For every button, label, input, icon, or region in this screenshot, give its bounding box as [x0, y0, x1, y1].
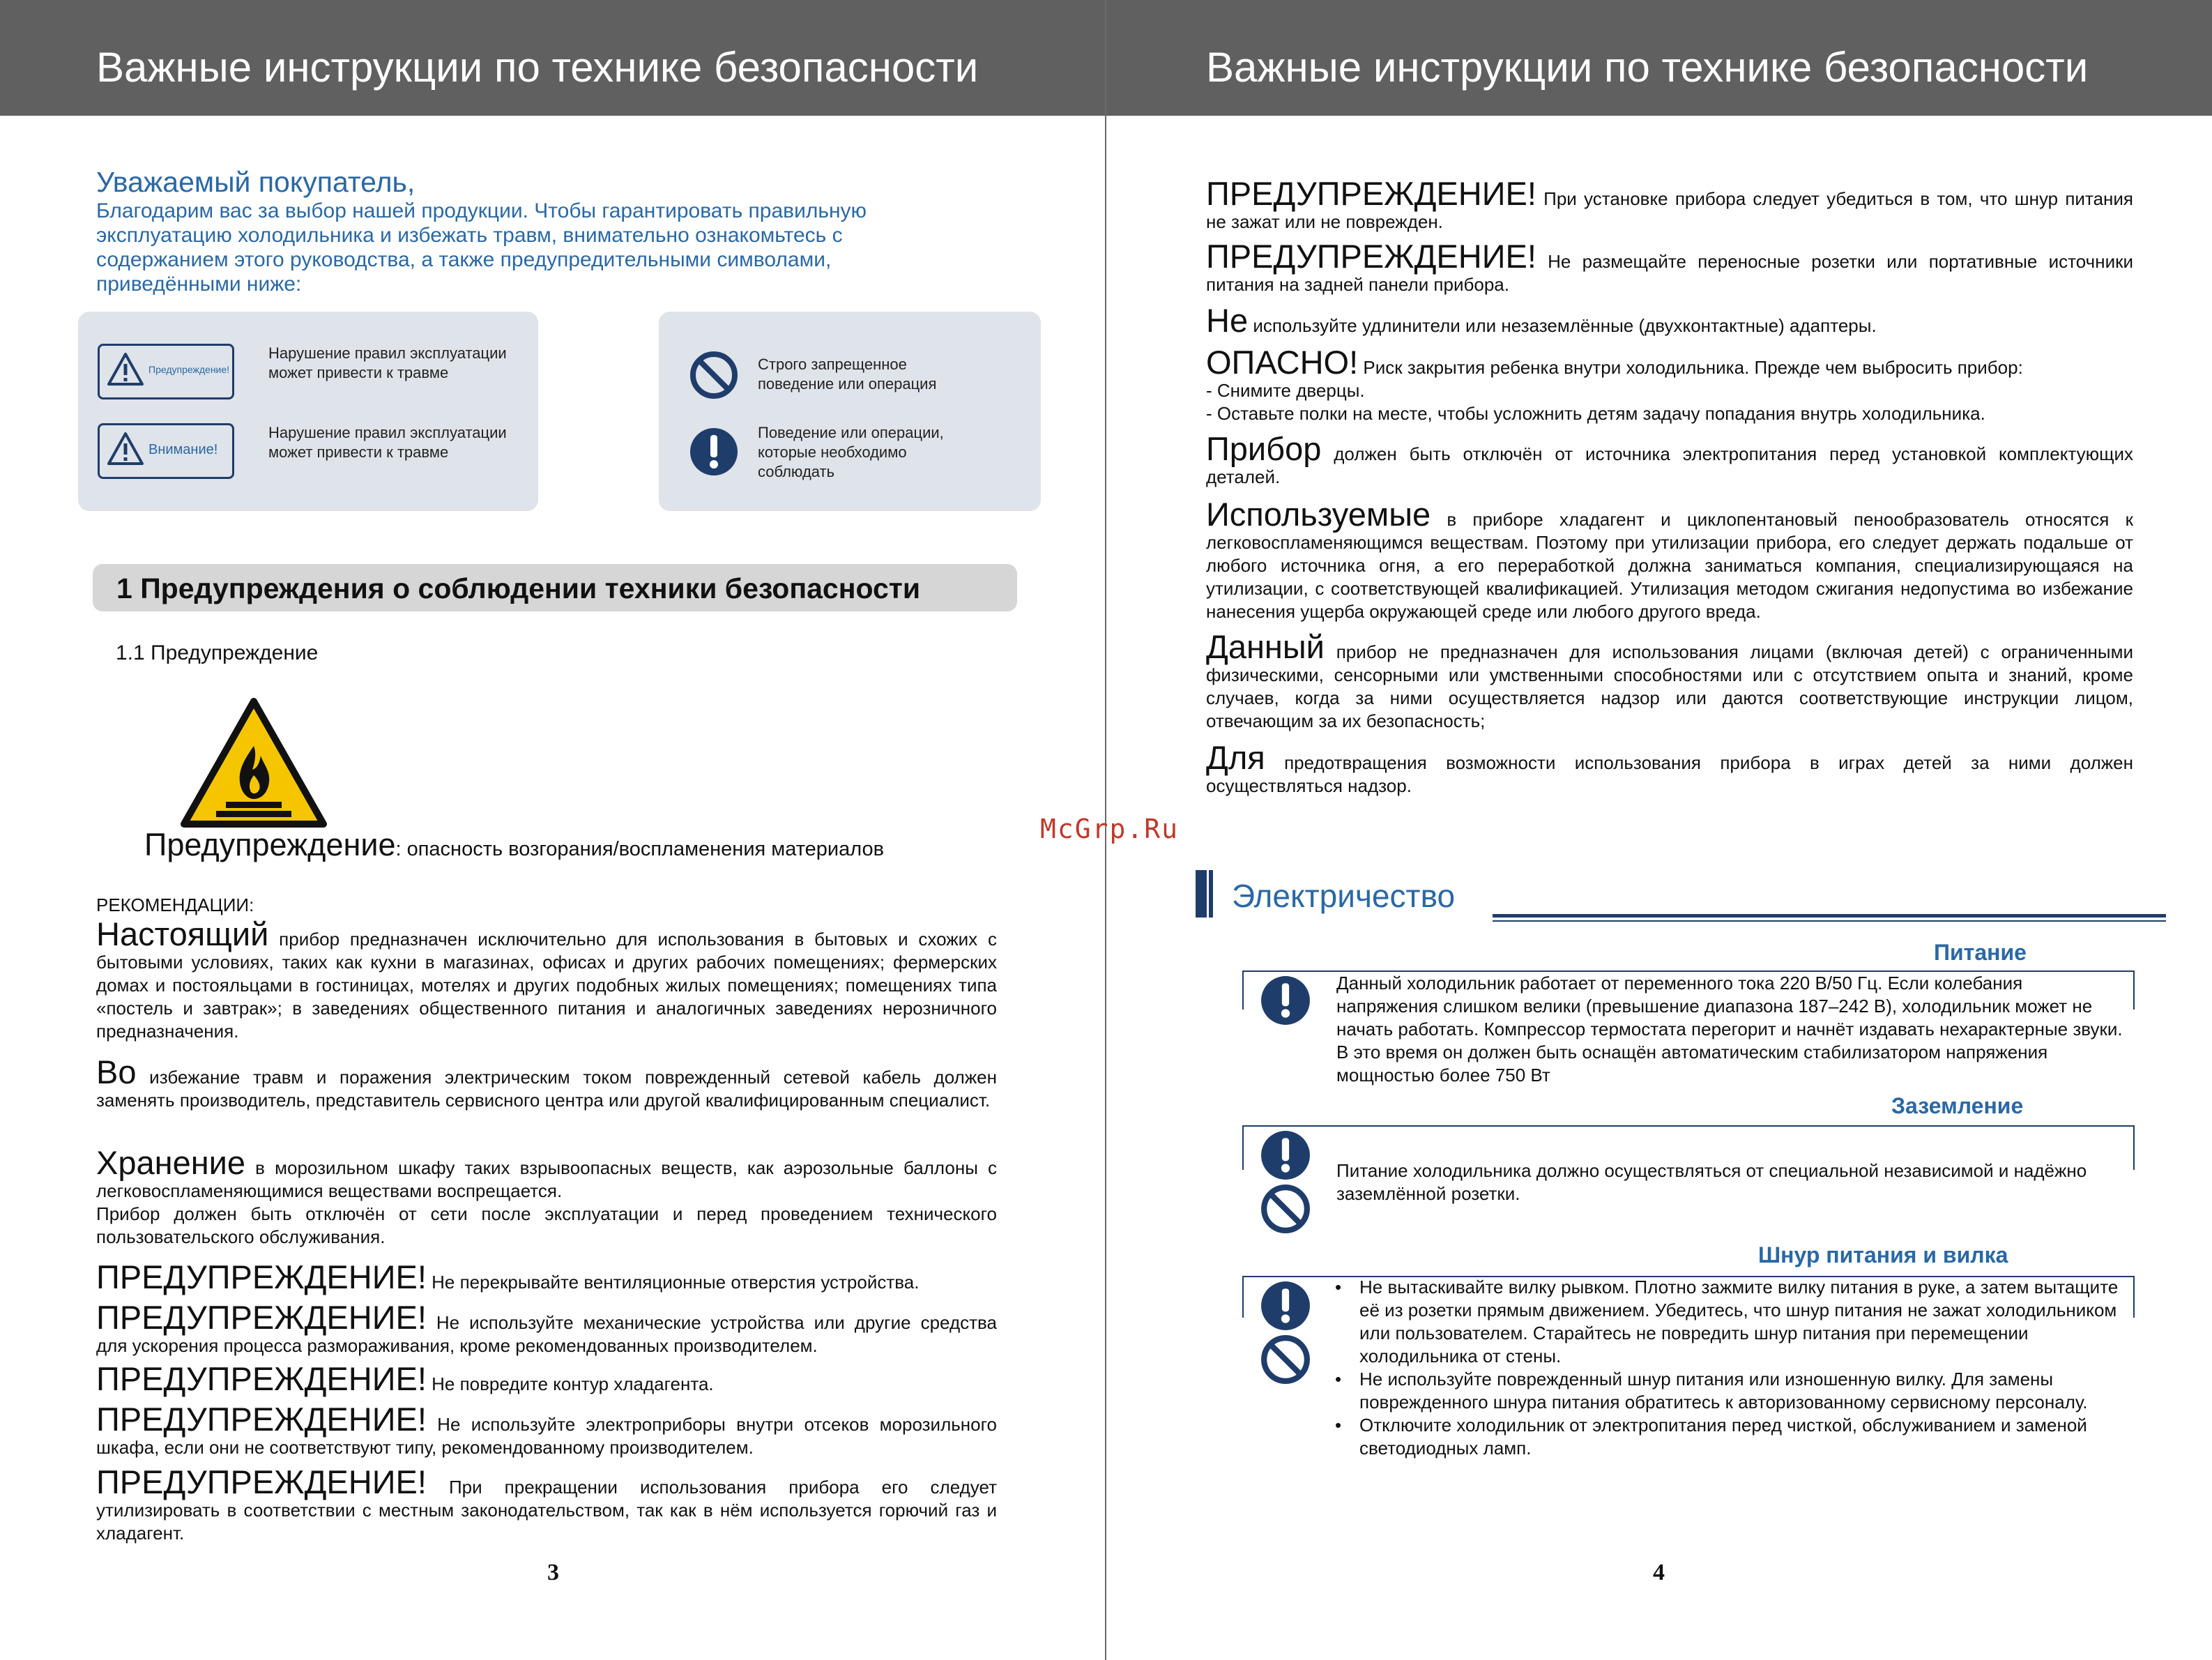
electricity-rule-thin	[1493, 920, 2166, 922]
paragraph-text: в приборе хладагент и циклопентановый пенообразователь относятся к легковоспламеняющимся веществам. Поэтому при утилизации прибора, его следует держать подальше от любого источника огня, а его переработкой должна заниматься компания, специализирующаяся на утилизации, с соответствующей квалификацией. Утилизация методом сжигания недопустима во избежание нанесения ущерба окружающей среде или любого другого вреда.	[1206, 509, 2133, 622]
recommendation-paragraph	[96, 1053, 997, 1112]
mandatory-icon	[1260, 1280, 1311, 1332]
prohibited-icon	[1260, 1334, 1311, 1385]
caution-description: Нарушение правил эксплуатации может привести к травме	[268, 424, 507, 461]
cord-title: Шнур питания и вилка	[1758, 1242, 2008, 1267]
page-number-left: 3	[547, 1560, 559, 1585]
caution-badge	[98, 423, 234, 479]
paragraph-extra: Прибор должен быть отключён от сети после эксплуатации и перед проведением технического пользовательского обслуживания.	[96, 1203, 997, 1247]
right-header-title: Важные инструкции по технике безопасности	[1206, 44, 2089, 91]
recommendation-paragraph	[96, 1360, 997, 1397]
recommendation-paragraph	[96, 915, 997, 1043]
paragraph-lead: Прибор	[1206, 430, 1322, 467]
recommendation-paragraph	[96, 1463, 997, 1545]
paragraph-text: используйте удлинители или незаземлённые (двухконтактные) адаптеры.	[1248, 315, 1877, 336]
fire-caption-text: : опасность возгорания/воспламенения материалов	[395, 838, 885, 860]
subsection-title: 1.1 Предупреждение	[116, 641, 319, 664]
paragraph-text: Не перекрывайте вентиляционные отверстия устройства.	[426, 1272, 920, 1293]
grounding-text: Питание холодильника должно осуществляться от специальной независимой и надёжно заземлённой розетки.	[1336, 1160, 2087, 1204]
recommendation-paragraph	[96, 1258, 997, 1295]
paragraph-text: Риск закрытия ребенка внутри холодильника. Прежде чем выбросить прибор:	[1358, 357, 2023, 378]
safety-paragraph	[1206, 628, 2133, 733]
paragraph-lead: Не	[1206, 302, 1249, 339]
paragraph-text: прибор предназначен исключительно для использования в бытовых и схожих с бытовыми условиях, таких как кухни в магазинах, офисах и других рабочих помещениях; фермерских домах и постояльцами в гостиницах, мотелях и других подобных жилых помещениях; помещениях типа «постель и завтрак»; в заведениях общественного питания и аналогичных заведениях нерозничного предназначения.	[96, 929, 997, 1042]
paragraph-text: Не используйте механические устройства или другие средства для ускорения процесса размораживания, кроме рекомендованных производителем.	[96, 1312, 997, 1356]
electricity-marker-thin	[1209, 870, 1213, 917]
paragraph-line: - Оставьте полки на месте, чтобы усложнить детям задачу попадания внутрь холодильника.	[1206, 403, 1985, 424]
paragraph-lead: ОПАСНО!	[1206, 344, 1359, 381]
paragraph-lead: ПРЕДУПРЕЖДЕНИЕ!	[1206, 238, 1536, 275]
paragraph-line: - Снимите дверцы.	[1206, 380, 1365, 401]
electricity-marker	[1196, 870, 1207, 917]
paragraph-text: должен быть отключён от источника электропитания перед установкой комплектующих деталей.	[1206, 443, 2133, 487]
paragraph-lead: Во	[96, 1053, 137, 1090]
paragraph-text: Не повредите контур хладагента.	[426, 1373, 714, 1394]
legend-box-warnings	[78, 312, 538, 511]
watermark: McGrp.Ru	[1040, 814, 1180, 844]
paragraph-lead: ПРЕДУПРЕЖДЕНИЕ!	[96, 1401, 427, 1438]
power-title: Питание	[1934, 940, 2027, 965]
warning-badge	[98, 344, 234, 399]
paragraph-lead: Для	[1206, 739, 1265, 776]
paragraph-lead: ПРЕДУПРЕЖДЕНИЕ!	[96, 1258, 427, 1295]
paragraph-text: предотвращения возможности использования прибора в играх детей за ними должен осуществляться надзор.	[1206, 752, 2133, 796]
flammable-warning-icon	[180, 697, 328, 828]
section-title-bar	[93, 564, 1017, 611]
safety-paragraph	[1206, 238, 2133, 296]
paragraph-lead: ПРЕДУПРЕЖДЕНИЕ!	[1206, 175, 1536, 212]
paragraph-text: избежание травм и поражения электрическим током поврежденный сетевой кабель должен заменять производитель, представитель сервисного центра или другой квалифицированным специалист.	[96, 1067, 997, 1111]
prohibited-icon	[1260, 1183, 1311, 1235]
legend-box-symbols	[659, 312, 1041, 511]
safety-paragraph	[1206, 496, 2133, 623]
paragraph-text: прибор не предназначен для использования лицами (включая детей) с ограниченными физическими, сенсорными или умственными способностями или с отсутствием опыта и знаний, кроме случаев, когда за ними осуществляется надзор или даются соответствующие инструкции лицом, отвечающим за их безопасность;	[1206, 641, 2133, 731]
safety-paragraph	[1206, 430, 2133, 489]
safety-paragraph	[1206, 175, 2133, 234]
paragraph-text: При установке прибора следует убедиться в том, что шнур питания не зажат или не поврежден.	[1206, 188, 2133, 232]
caution-triangle-icon	[107, 432, 144, 466]
paragraph-lead: Используемые	[1206, 496, 1431, 533]
paragraph-lead: Хранение	[96, 1144, 246, 1181]
right-page-header	[1106, 0, 2212, 116]
paragraph-text: При прекращении использования прибора его следует утилизировать в соответствии с местным законодательством, так как в нём используется горючий газ и хладагент.	[96, 1477, 997, 1544]
caution-badge-label: Внимание!	[148, 442, 218, 457]
prohibited-description: Строго запрещенное поведение или операция	[758, 356, 937, 393]
electricity-rule	[1493, 914, 2166, 917]
safety-paragraph	[1206, 302, 2133, 339]
section-title: 1 Предупреждения о соблюдении техники безопасности	[116, 572, 921, 604]
list-item: • Не вытаскивайте вилку рывком. Плотно зажмите вилку питания в руке, а затем вытащите её из розетки прямым движением. Убедитесь, что шнур питания не зажат холодильником или пользователем. Старайтесь не повредить шнур питания при перемещении холодильника от стены.	[1335, 1276, 2130, 1368]
page-number-right: 4	[1653, 1560, 1665, 1585]
list-item: • Не используйте поврежденный шнур питания или изношенную вилку. Для замены поврежденного шнура питания обратитесь к авторизованному сервисному персоналу.	[1335, 1368, 2130, 1414]
mandatory-icon	[1260, 975, 1311, 1026]
warning-badge-label: Предупреждение!	[148, 364, 230, 375]
safety-paragraph	[1206, 739, 2133, 798]
list-item: • Отключите холодильник от электропитания перед чисткой, обслуживанием и заменой светодиодных ламп.	[1335, 1414, 2130, 1460]
recommendation-paragraph	[96, 1299, 997, 1357]
mandatory-description: Поведение или операции, которые необходимо соблюдать	[758, 424, 944, 480]
paragraph-lead: Данный	[1206, 628, 1325, 665]
mandatory-icon	[1260, 1129, 1311, 1181]
grounding-title: Заземление	[1891, 1093, 2024, 1118]
right-page	[1106, 0, 2212, 1660]
cord-bullet-list	[1335, 1276, 2130, 1460]
recommendations-title: РЕКОМЕНДАЦИИ:	[96, 894, 254, 915]
fire-warning-caption	[144, 827, 884, 863]
paragraph-lead: ПРЕДУПРЕЖДЕНИЕ!	[96, 1360, 427, 1397]
warning-triangle-icon	[107, 352, 144, 387]
left-page-header	[0, 0, 1106, 116]
left-header-title: Важные инструкции по технике безопасности	[96, 44, 979, 91]
intro-text: Благодарим вас за выбор нашей продукции. Чтобы гарантировать правильную эксплуатацию холодильника и избежать травм, внимательно ознакомьтесь с содержанием этого руководства, а также предупредительными символами, приведёнными ниже:	[96, 199, 867, 296]
safety-paragraph	[1206, 344, 2133, 425]
mandatory-icon	[689, 427, 739, 477]
recommendation-paragraph	[96, 1401, 997, 1459]
paragraph-text: в морозильном шкафу таких взрывоопасных веществ, как аэрозольные баллоны с легковоспламеняющимися веществами воспрещается.	[96, 1157, 997, 1201]
paragraph-lead: Настоящий	[96, 915, 269, 952]
paragraph-lead: ПРЕДУПРЕЖДЕНИЕ!	[96, 1463, 427, 1500]
paragraph-text: Не размещайте переносные розетки или портативные источники питания на задней панели прибора.	[1206, 251, 2133, 295]
power-text: Данный холодильник работает от переменного тока 220 В/50 Гц. Если колебания напряжения слишком велики (превышение диапазона 187–242 В), холодильник может не начать работать. Компрессор термостата перегорит и начнёт издавать нехарактерные звуки. В это время он должен быть оснащён автоматическим стабилизатором напряжения мощностью более 750 Вт	[1336, 973, 2123, 1086]
fire-caption-lead: Предупреждение	[144, 827, 396, 862]
prohibited-icon	[689, 350, 739, 400]
greeting: Уважаемый покупатель,	[96, 166, 415, 198]
electricity-title: Электричество	[1232, 878, 1456, 914]
paragraph-text: Не используйте электроприборы внутри отсеков морозильного шкафа, если они не соответствуют типу, рекомендованному производителем.	[96, 1414, 997, 1458]
recommendation-paragraph	[96, 1144, 997, 1249]
warning-description: Нарушение правил эксплуатации может привести к травме	[268, 344, 507, 381]
paragraph-lead: ПРЕДУПРЕЖДЕНИЕ!	[96, 1299, 427, 1336]
